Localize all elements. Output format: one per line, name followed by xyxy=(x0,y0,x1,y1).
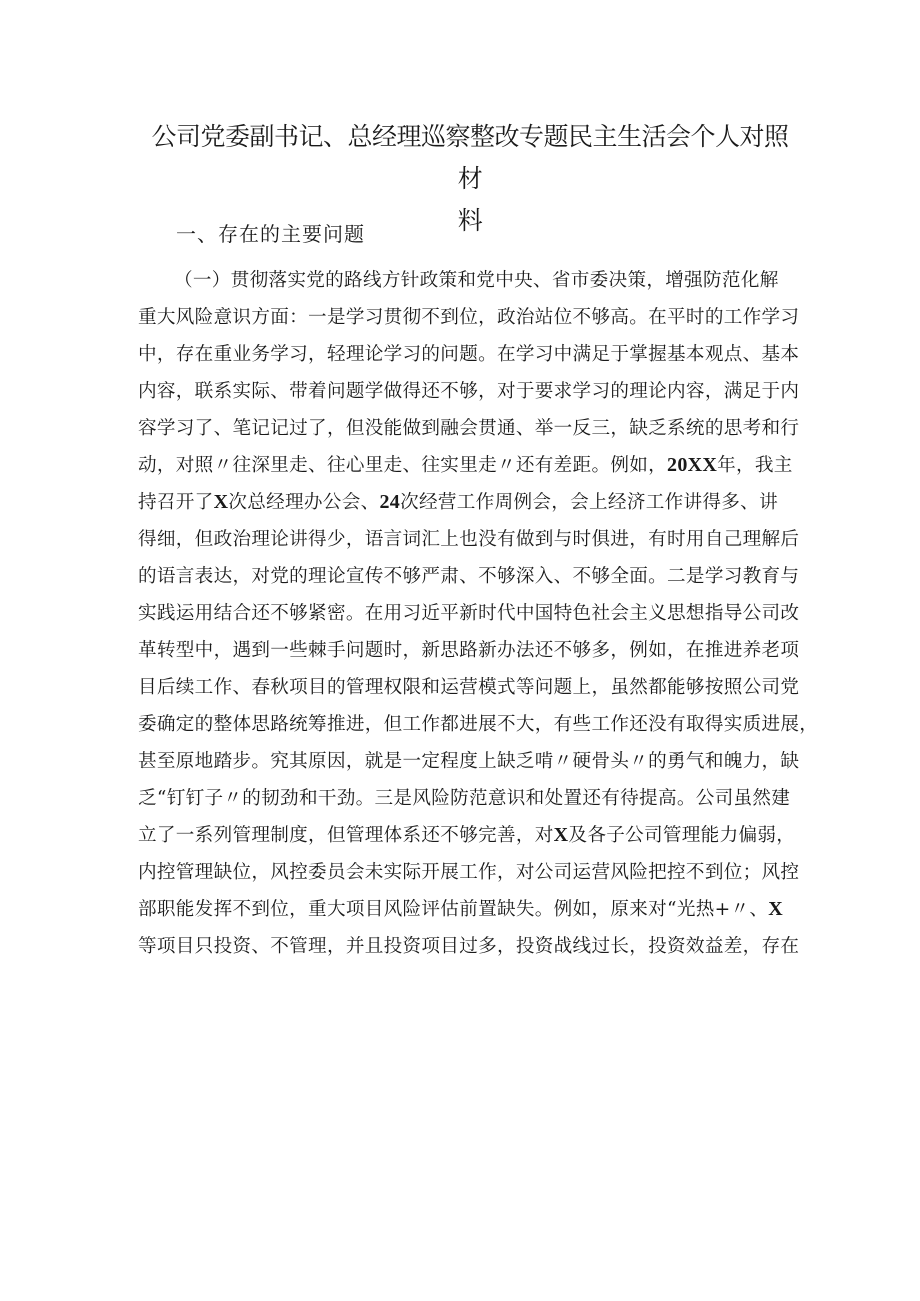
text-line: 内控管理缺位，风控委员会未实际开展工作，对公司运营风险把控不到位；风控 xyxy=(138,862,800,883)
text-line: 容学习了、笔记记过了，但没能做到融会贯通、举一反三，缺乏系统的思考和行 xyxy=(138,418,800,439)
text-line xyxy=(138,484,786,521)
text-line xyxy=(138,891,786,928)
text-line: 乏“钉钉子〃的韧劲和干劲。三是风险防范意识和处置还有待提高。公司虽然建 xyxy=(138,788,791,809)
text-line xyxy=(138,447,793,484)
text-segment: 立了一系列管理制度，但管理体系还不够完善，对 xyxy=(138,825,554,846)
title-line-1: 公司党委副书记、总经理巡察整改专题民主生活会个人对照材 xyxy=(151,122,789,193)
x-bold: X xyxy=(768,898,784,920)
title-line-2: 料 xyxy=(457,206,483,235)
x-bold: X xyxy=(553,824,569,846)
text-line: 重大风险意识方面：一是学习贯彻不到位，政治站位不够高。在平时的工作学习 xyxy=(138,307,800,328)
text-segment: 持召开了 xyxy=(138,492,214,513)
text-segment: 及各子公司管理能力偏弱， xyxy=(568,825,796,846)
x-bold: X xyxy=(213,491,229,513)
text-line: 委确定的整体思路统筹推进，但工作都进展不大，有些工作还没有取得实质进展， xyxy=(138,714,819,735)
text-segment: 次总经理办公会、 xyxy=(228,492,380,513)
text-line: 实践运用结合还不够紧密。在用习近平新时代中国特色社会主义思想指导公司改 xyxy=(138,603,800,624)
text-line: 内容，联系实际、带着问题学做得还不够，对于要求学习的理论内容，满足于内 xyxy=(138,381,800,402)
number-bold: 24 xyxy=(379,491,401,513)
section-heading: 一、存在的主要问题 xyxy=(176,222,365,246)
body-paragraph xyxy=(138,262,819,965)
text-line: 等项目只投资、不管理，并且投资项目过多，投资战线过长，投资效益差，存在 xyxy=(138,936,800,957)
text-line: （一）贯彻落实党的路线方针政策和党中央、省市委决策，增强防范化解 xyxy=(174,270,779,291)
text-segment: 次经营工作周例会，会上经济工作讲得多、讲 xyxy=(400,492,778,513)
text-segment: 部职能发挥不到位，重大项目风险评估前置缺失。例如，原来对“光热+〃、 xyxy=(138,899,769,920)
text-line: 革转型中，遇到一些棘手问题时，新思路新办法还不够多，例如，在推进养老项 xyxy=(138,640,800,661)
text-segment: 年，我主 xyxy=(717,455,793,476)
text-line: 得细，但政治理论讲得少，语言词汇上也没有做到与时俱进，有时用自己理解后 xyxy=(138,529,800,550)
text-line: 甚至原地踏步。究其原因，就是一定程度上缺乏啃〃硬骨头〃的勇气和魄力，缺 xyxy=(138,751,800,772)
text-line: 中，存在重业务学习，轻理论学习的问题。在学习中满足于掌握基本观点、基本 xyxy=(138,344,800,365)
text-line: 目后续工作、春秋项目的管理权限和运营模式等问题上，虽然都能够按照公司党 xyxy=(138,677,800,698)
text-segment: 动，对照〃往深里走、往心里走、往实里走〃还有差距。例如， xyxy=(138,455,668,476)
text-line xyxy=(138,817,796,854)
text-line: 的语言表达，对党的理论宣传不够严肃、不够深入、不够全面。二是学习教育与 xyxy=(138,566,800,587)
year-bold: 20XX xyxy=(667,454,718,476)
